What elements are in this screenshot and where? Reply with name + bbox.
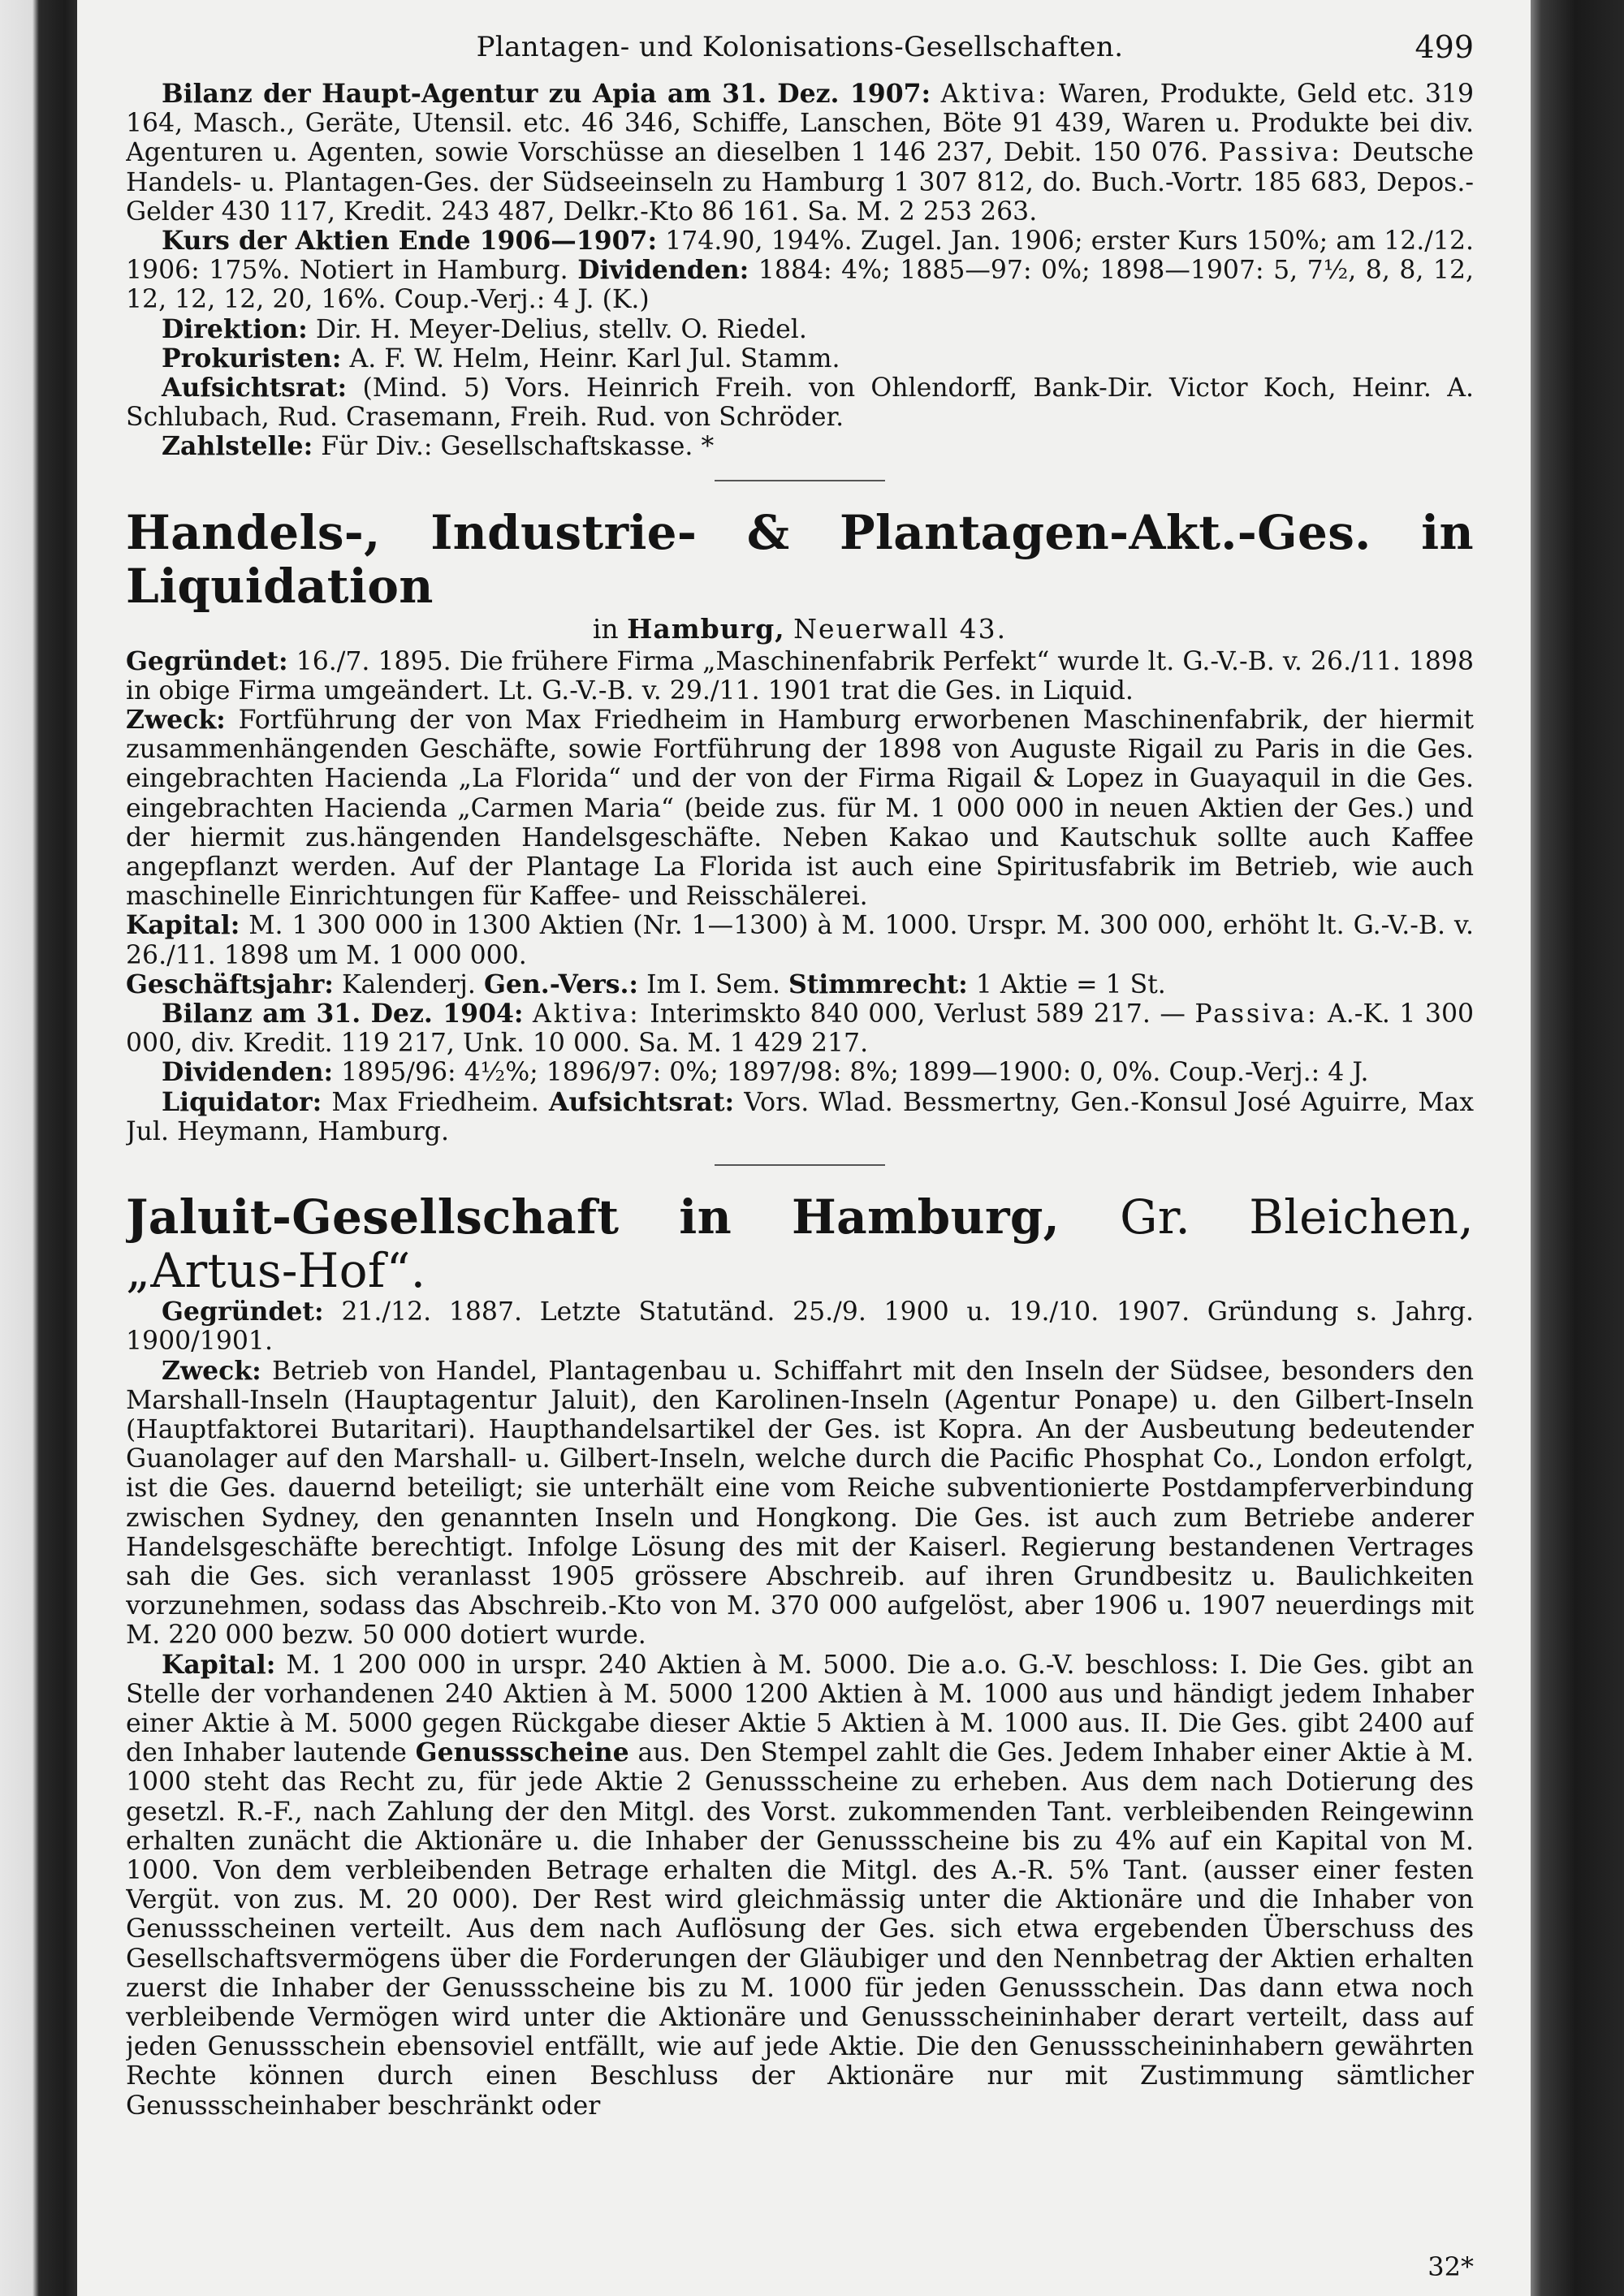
passiva-text: Deutsche Handels- u. Plantagen-Ges. der Südseeinseln zu Hamburg 1 307 812, do. Buch.-Vortr. 185 683, Depos.-Gelder 430 117, Kredit. 243 487, Delkr.-Kto 86 161. Sa. M. 2 253 263. xyxy=(126,138,1474,227)
direktion-text: Dir. H. Meyer-Delius, stellv. O. Riedel. xyxy=(315,314,807,344)
location-city: Hamburg, xyxy=(627,612,785,645)
kapital-text: M. 1 200 000 in urspr. 240 Aktien à M. 5000. Die a.o. G.-V. beschloss: I. Die Ges. gibt an Stelle der vorhandenen 240 Aktien à M. 5000 1200 Aktien à M. 1000 aus und händigt jedem Inhaber einer Aktie à M. 5000 gegen Rückgabe dieser Aktie 5 Aktien à M. 1000 aus. II. Die Ges. gibt 2400 auf den Inhaber lautende xyxy=(126,1650,1474,1768)
dividenden-text: 1895/96: 4½%; 1896/97: 0%; 1897/98: 8%; 1899—1900: 0, 0%. Coup.-Verj.: 4 J. xyxy=(341,1058,1369,1088)
liquidator-paragraph xyxy=(126,1088,1474,1146)
zweck-text: Betrieb von Handel, Plantagenbau u. Schiffahrt mit den Inseln der Südsee, besonders den Marshall-Inseln (Hauptagentur Jaluit), den Karolinen-Inseln (Agentur Ponape) u. den Gilbert-Inseln (Hauptfaktorei Butaritari). Haupthandelsartikel der Ges. ist Kopra. An der Ausbeutung bedeutender Guanolager auf den Marshall- u. Gilbert-Inseln, welche durch die Pacific Phosphat Co., London erfolgt, ist die Ges. dauernd beteiligt; sie unterhält eine vom Reiche subventionierte Postdampferverbindung zwischen Sydney, den genannten Inseln und Hongkong. Die Ges. ist auch zum Betriebe anderer Handelsgeschäfte berechtigt. Infolge Lösung des mit der Kaiserl. Regierung bestandenen Vertrages sah die Ges. sich veranlasst 1905 grössere Abschreib. auf ihren Grundbesitz u. Baulichkeiten vorzunehmen, sodass das Abschreib.-Kto von M. 370 000 aufgelöst, aber 1906 u. 1907 neuerdings mit M. 220 000 bezw. 50 000 dotiert wurde. xyxy=(126,1356,1474,1651)
kapital-paragraph xyxy=(126,911,1474,969)
zahlstelle-label: Zahlstelle: xyxy=(162,431,313,462)
entry-title: Handels-, Industrie- & Plantagen-Akt.-Ges. in Liquidation xyxy=(126,504,1474,614)
kurs-label: Kurs der Aktien Ende 1906—1907: xyxy=(162,226,658,257)
bilanz-label: Bilanz der Haupt-Agentur zu Apia am 31. Dez. 1907: xyxy=(162,79,931,109)
kurs-paragraph xyxy=(126,227,1474,315)
gegruendet-text: 21./12. 1887. Letzte Statutänd. 25./9. 1900 u. 19./10. 1907. Gründung s. Jahrg. 1900/1901. xyxy=(126,1297,1474,1357)
zahlstelle-text: Für Div.: Gesellschaftskasse. * xyxy=(321,432,715,462)
kapital-paragraph xyxy=(126,1651,1474,2121)
kurs-text: 174.90, 194%. Zugel. Jan. 1906; erster Kurs 150%; am 12./12. 1906: 175%. Notiert in Hamburg. xyxy=(126,227,1474,286)
direktion-label: Direktion: xyxy=(162,313,308,344)
entry-title-name: Jaluit-Gesellschaft in Hamburg, xyxy=(126,1189,1060,1245)
entry-title xyxy=(126,1190,1474,1297)
page-number: 499 xyxy=(1415,32,1474,65)
direktion-paragraph xyxy=(126,315,1474,344)
aufsichtsrat-text: (Mind. 5) Vors. Heinrich Freih. von Ohlendorff, Bank-Dir. Victor Koch, Heinr. A. Schlubach, Rud. Crasemann, Freih. Rud. von Schröder. xyxy=(126,373,1474,433)
aktiva-text: Waren, Produkte, Geld etc. 319 164, Masch., Geräte, Utensil. etc. 46 346, Schiffe, Lanschen, Böte 91 439, Waren u. Produkte bei div. Agenturen u. Agenten, sowie Vorschüsse an dieselben 1 146 237, Debit. 150 076. xyxy=(126,80,1474,168)
stimmrecht-label: Stimmrecht: xyxy=(788,969,968,999)
aktiva-label: Aktiva: xyxy=(940,80,1049,109)
aufsichtsrat-label: Aufsichtsrat: xyxy=(162,373,348,404)
geschaeftsjahr-label: Geschäftsjahr: xyxy=(126,969,334,999)
aufsichtsrat-text: Vors. Wlad. Bessmertny, Gen.-Konsul José Aguirre, Max Jul. Heymann, Hamburg. xyxy=(126,1087,1474,1146)
dividenden-text: 1884: 4%; 1885—97: 0%; 1898—1907: 5, 7½, 8, 8, 12, 12, 12, 12, 20, 16%. Coup.-Verj.: 4 J. (K.) xyxy=(126,256,1474,315)
passiva-label: Passiva: xyxy=(1194,999,1319,1029)
passiva-text: A.-K. 1 300 000, div. Kredit. 119 217, Unk. 10 000. Sa. M. 1 429 217. xyxy=(126,999,1474,1059)
entry-title-address: Gr. Bleichen, „Artus-Hof“. xyxy=(126,1189,1474,1299)
dividenden-paragraph xyxy=(126,1058,1474,1087)
passiva-label: Passiva: xyxy=(1218,138,1342,168)
geschaeftsjahr-paragraph xyxy=(126,970,1474,999)
gegruendet-label: Gegründet: xyxy=(162,1297,324,1327)
location-address: Neuerwall 43. xyxy=(793,612,1008,645)
aktiva-text: Interimskto 840 000, Verlust 589 217. — xyxy=(650,999,1186,1029)
gegruendet-text: 16./7. 1895. Die frühere Firma „Maschinenfabrik Perfekt“ wurde lt. G.-V.-B. v. 26./11. 1898 in obige Firma umgeändert. Lt. G.-V.-B. v. 29./11. 1901 trat die Ges. in Liquid. xyxy=(126,646,1474,706)
entry-location xyxy=(126,613,1474,645)
book-edge-right xyxy=(1527,0,1624,2296)
running-title: Plantagen- und Kolonisations-Gesellschaften. xyxy=(476,32,1124,63)
page-content xyxy=(126,32,1474,2281)
zweck-paragraph xyxy=(126,1357,1474,1651)
prokuristen-text: A. F. W. Helm, Heinr. Karl Jul. Stamm. xyxy=(349,343,840,373)
entry-plantagen-ges-continuation xyxy=(126,80,1474,462)
zweck-label: Zweck: xyxy=(126,705,226,736)
page xyxy=(77,0,1531,2296)
bilanz-paragraph xyxy=(126,80,1474,227)
gegruendet-label: Gegründet: xyxy=(126,645,288,676)
aufsichtsrat-paragraph xyxy=(126,373,1474,432)
prokuristen-paragraph xyxy=(126,344,1474,373)
kapital-text-continued: aus. Den Stempel zahlt die Ges. Jedem Inhaber einer Aktie à M. 1000 steht das Recht zu, für jede Aktie 2 Genussscheine zu erheben. Aus dem nach Dotierung des gesetzl. R.-F., nach Zahlung der den Mitgl. des Vorst. zukommenden Tant. verbleibenden Reingewinn erhalten zunächt die Aktionäre u. die Inhaber der Genussscheine bis zu 4% auf ein Kapital von M. 1000. Von dem verbleibenden Betrage erhalten die Mitgl. des A.-R. 5% Tant. (ausser einer festen Vergüt. von zus. M. 20 000). Der Rest wird gleichmässig unter die Aktionäre und die Inhaber von Genussscheinen verteilt. Aus dem nach Auflösung der Ges. sich etwa ergebenden Überschuss des Gesellschaftsvermögens über die Forderungen der Gläubiger und den Nennbetrag der Aktien erhalten zuerst die Inhaber der Genussscheine bis zu M. 1000 für jeden Genussschein. Das dann etwa noch verbleibende Vermögen wird unter die Aktionäre und Genussscheininhaber derart verteilt, dass auf jeden Genussschein ebensoviel entfällt, wie auf jede Aktie. Die den Genussscheininhabern gewährten Rechte können durch einen Beschluss der Aktionäre nur mit Zustimmung sämtlicher Genussscheinhaber beschränkt oder xyxy=(126,1738,1474,2121)
kapital-label: Kapital: xyxy=(126,910,240,941)
dividenden-label: Dividenden: xyxy=(577,255,749,286)
zweck-label: Zweck: xyxy=(162,1355,261,1386)
section-divider xyxy=(715,1164,885,1166)
running-head xyxy=(126,32,1474,80)
gegruendet-paragraph xyxy=(126,1297,1474,1356)
gegruendet-paragraph xyxy=(126,647,1474,706)
kapital-label: Kapital: xyxy=(162,1649,276,1680)
bilanz-label: Bilanz am 31. Dez. 1904: xyxy=(162,999,524,1029)
entry-handels-industrie-plantagen xyxy=(126,506,1474,1146)
dividenden-label: Dividenden: xyxy=(162,1057,334,1088)
location-prefix: in xyxy=(592,612,619,645)
bilanz-paragraph xyxy=(126,999,1474,1058)
aktiva-label: Aktiva: xyxy=(533,999,641,1029)
zweck-text: Fortführung der von Max Friedheim in Hamburg erworbenen Maschinenfabrik, der hiermit zusammenhängenden Geschäfte, sowie Fortführung der 1898 von Auguste Rigail zu Paris in die Ges. eingebrachten Hacienda „La Florida“ und der von der Firma Rigail & Lopez in Guayaquil in die Ges. eingebrachten Hacienda „Carmen Maria“ (beide zus. für M. 1 000 000 in neuen Aktien der Ges.) und der hiermit zus.hängenden Handelsgeschäfte. Neben Kakao und Kautschuk sollte auch Kaffee angepflanzt werden. Auf der Plantage La Florida ist auch eine Spiritusfabrik im Betrieb, wie auch maschinelle Einrichtungen für Kaffee- und Reisschälerei. xyxy=(126,706,1474,912)
liquidator-text: Max Friedheim. xyxy=(331,1087,539,1117)
aufsichtsrat-label: Aufsichtsrat: xyxy=(549,1086,735,1117)
genvers-label: Gen.-Vers.: xyxy=(483,969,639,999)
kapital-text: M. 1 300 000 in 1300 Aktien (Nr. 1—1300) à M. 1000. Urspr. M. 300 000, erhöht lt. G.-V.-B. v. 26./11. 1898 um M. 1 000 000. xyxy=(126,911,1474,970)
entry-jaluit-gesellschaft xyxy=(126,1190,1474,2121)
prokuristen-label: Prokuristen: xyxy=(162,343,342,373)
section-divider xyxy=(715,480,885,481)
geschaeftsjahr-text: Kalenderj. xyxy=(341,969,476,999)
genussscheine-term: Genussscheine xyxy=(415,1737,629,1768)
zweck-paragraph xyxy=(126,706,1474,911)
genvers-text: Im I. Sem. xyxy=(646,969,780,999)
liquidator-label: Liquidator: xyxy=(162,1086,322,1117)
printer-signature: 32* xyxy=(1427,2251,1474,2281)
book-gutter-left xyxy=(0,0,89,2296)
stimmrecht-text: 1 Aktie = 1 St. xyxy=(975,969,1166,999)
zahlstelle-paragraph xyxy=(126,432,1474,461)
